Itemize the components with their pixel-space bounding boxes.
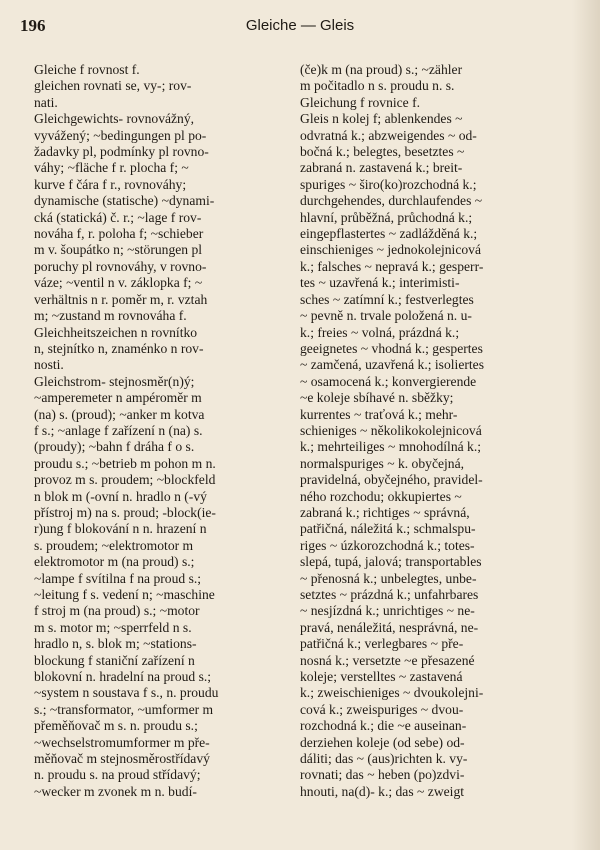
text-line: nováha f, r. poloha f; ~schieber <box>34 226 204 242</box>
text-line: sches ~ zatímní k.; festverlegtes <box>300 291 474 307</box>
text-line: verhältnis n r. poměr m, r. vztah <box>34 291 208 307</box>
text-line: m v. šoupátko n; ~störungen pl <box>34 242 203 258</box>
text-line: setztes ~ prázdná k.; unfahrbares <box>300 587 479 602</box>
text-line: hradlo n, s. blok m; ~stations- <box>34 636 197 652</box>
text-line: r)ung f blokování n n. hrazení n <box>34 521 207 537</box>
text-line: f s.; ~anlage f zařízení n (na) s. <box>34 422 203 438</box>
text-line: k.; zweischieniges ~ dvoukolejni- <box>300 685 484 701</box>
text-line: n. proudu s. na proud střídavý; <box>34 767 201 783</box>
page-gutter-shadow <box>572 0 600 850</box>
text-line: cová k.; zweispuriges ~ dvou- <box>300 701 464 717</box>
text-line: blockung f staniční zařízení n <box>34 652 195 668</box>
text-line: rozchodná k.; die ~e auseinan- <box>300 718 467 734</box>
text-line: n, stejnítko n, znaménko n rov- <box>34 340 204 356</box>
text-line: ~ osamocená k.; konvergierende <box>300 373 477 389</box>
text-line: ~system n soustava f s., n. proudu <box>34 685 219 701</box>
text-line: provoz m s. proudem; ~blockfeld <box>34 472 216 488</box>
text-line: proudu s.; ~betrieb m pohon m n. <box>34 455 216 471</box>
text-line: gleichen rovnati se, vy-; rov- <box>34 78 192 94</box>
text-line: poruchy pl rovnováhy, v rovno- <box>34 258 207 274</box>
text-line: dáliti; das ~ (aus)richten k. vy- <box>300 751 468 767</box>
text-line: Gleiche f rovnost f. <box>34 62 140 77</box>
text-line: nosti. <box>34 357 64 373</box>
text-line: schieniges ~ několikokolejnicová <box>300 422 482 438</box>
text-line: ~e koleje sbíhavé n. sběžky; <box>300 390 454 406</box>
running-head: Gleiche — Gleis <box>245 17 355 34</box>
text-line: Gleichheitszeichen n rovnítko <box>34 324 198 340</box>
text-line: ného rozchodu; okkupiertes ~ <box>300 488 462 504</box>
text-line: žadavky pl, podmínky pl rovno- <box>34 144 209 160</box>
text-line: riges ~ úzkorozchodná k.; totes- <box>300 537 475 553</box>
text-line: pravidelná, obyčejného, pravidel- <box>300 472 483 488</box>
text-line: bočná k.; belegtes, besetztes ~ <box>300 144 465 160</box>
text-line: váze; ~ventil n v. záklopka f; ~ <box>34 275 203 291</box>
text-line: kurve f čára f r., rovnováhy; <box>34 176 187 192</box>
text-line: rovnati; das ~ heben (po)zdvi- <box>300 767 465 783</box>
text-line: zabraná n. zastavená k.; breit- <box>300 160 463 176</box>
text-line: přístroj m) na s. proud; -block(ie- <box>34 504 216 520</box>
text-line: nati. <box>34 94 58 110</box>
right-column <box>300 62 562 800</box>
text-line: (na) s. (proud); ~anker m kotva <box>34 406 205 422</box>
text-line: ~wechselstromumformer m pře- <box>34 734 210 750</box>
text-line: ~ zamčená, uzavřená k.; isoliertes <box>300 357 484 373</box>
text-line: ~ nesjízdná k.; unrichtiges ~ ne- <box>300 603 475 619</box>
text-line: hnouti, na(d)- k.; das ~ zweigt <box>300 783 465 799</box>
text-line: m počitadlo n s. proudu n. s. <box>300 78 455 94</box>
text-line: ~amperemeter n ampéroměr m <box>34 390 202 406</box>
text-line: zabraná k.; richtiges ~ správná, <box>300 504 470 520</box>
text-line: cká (statická) č. r.; ~lage f rov- <box>34 209 202 225</box>
text-line: vyvážený; ~bedingungen pl po- <box>34 127 207 143</box>
text-line: k.; mehrteiliges ~ mnohodílná k.; <box>300 439 482 455</box>
text-line: ~lampe f svítilna f na proud s.; <box>34 570 202 586</box>
text-line: durchgehendes, durchlaufendes ~ <box>300 193 483 209</box>
text-line: s. proudem; ~elektromotor m <box>34 537 194 553</box>
text-line: odvratná k.; abzweigendes ~ od- <box>300 127 477 143</box>
text-line: Gleichstrom- stejnosměr(n)ý; <box>34 373 195 389</box>
text-line: (proudy); ~bahn f dráha f o s. <box>34 439 195 455</box>
text-line: ~wecker m zvonek m n. budí- <box>34 783 197 799</box>
text-line: einschieniges ~ jednokolejnicová <box>300 242 481 258</box>
text-line: váhy; ~fläche f r. plocha f; ~ <box>34 160 189 176</box>
text-line: patřičná, náležitá k.; schmalspu- <box>300 521 476 537</box>
text-line: kurrentes ~ traťová k.; mehr- <box>300 406 458 422</box>
text-line: n blok m (-ovní n. hradlo n (-vý <box>34 488 207 504</box>
text-line: k.; falsches ~ nepravá k.; gesperr- <box>300 258 484 274</box>
text-line: k.; freies ~ volná, prázdná k.; <box>300 324 460 340</box>
text-line: spuriges ~ širo(ko)rozchodná k.; <box>300 176 477 192</box>
text-line: m; ~zustand m rovnováha f. <box>34 308 187 324</box>
text-line: Gleichgewichts- rovnovážný, <box>34 111 195 127</box>
left-column <box>34 62 276 800</box>
text-line: Gleis n kolej f; ablenkendes ~ <box>300 111 463 127</box>
text-line: tes ~ uzavřená k.; interimisti- <box>300 275 460 291</box>
text-line: Gleichung f rovnice f. <box>300 94 421 110</box>
text-line: nosná k.; versetzte ~e přesazené <box>300 652 475 668</box>
text-line: elektromotor m (na proud) s.; <box>34 554 195 570</box>
text-line: geeignetes ~ vhodná k.; gespertes <box>300 340 483 356</box>
text-line: ~ přenosná k.; unbelegtes, unbe- <box>300 570 477 586</box>
text-line: slepá, tupá, jalová; transportables <box>300 554 482 570</box>
text-line: normalspuriges ~ k. obyčejná, <box>300 455 465 471</box>
text-line: derziehen koleje (od sebe) od- <box>300 734 465 750</box>
text-line: koleje; verstelltes ~ zastavená <box>300 669 463 685</box>
text-line: dynamische (statische) ~dynami- <box>34 193 215 209</box>
text-line: blokovní n. hradelní na proud s.; <box>34 669 212 685</box>
text-line: (če)k m (na proud) s.; ~zähler <box>300 62 463 77</box>
page-number: 196 <box>20 16 46 35</box>
text-line: patřičná k.; verlegbares ~ pře- <box>300 636 464 652</box>
text-line: ~leitung f s. vedení n; ~maschine <box>34 587 215 602</box>
text-line: f stroj m (na proud) s.; ~motor <box>34 603 200 619</box>
running-header <box>0 16 600 40</box>
text-line: přeměňovač m s. n. proudu s.; <box>34 718 198 734</box>
text-line: pravá, nenáležitá, nesprávná, ne- <box>300 619 479 635</box>
text-line: hlavní, průběžná, průchodná k.; <box>300 209 473 225</box>
text-line: ~ pevně n. trvale položená n. u- <box>300 308 472 324</box>
text-line: m s. motor m; ~sperrfeld n s. <box>34 619 192 635</box>
text-line: eingepflastertes ~ zadlážděná k.; <box>300 226 478 242</box>
text-line: měňovač m stejnosměrostřídavý <box>34 751 210 767</box>
text-line: s.; ~transformator, ~umformer m <box>34 701 214 717</box>
